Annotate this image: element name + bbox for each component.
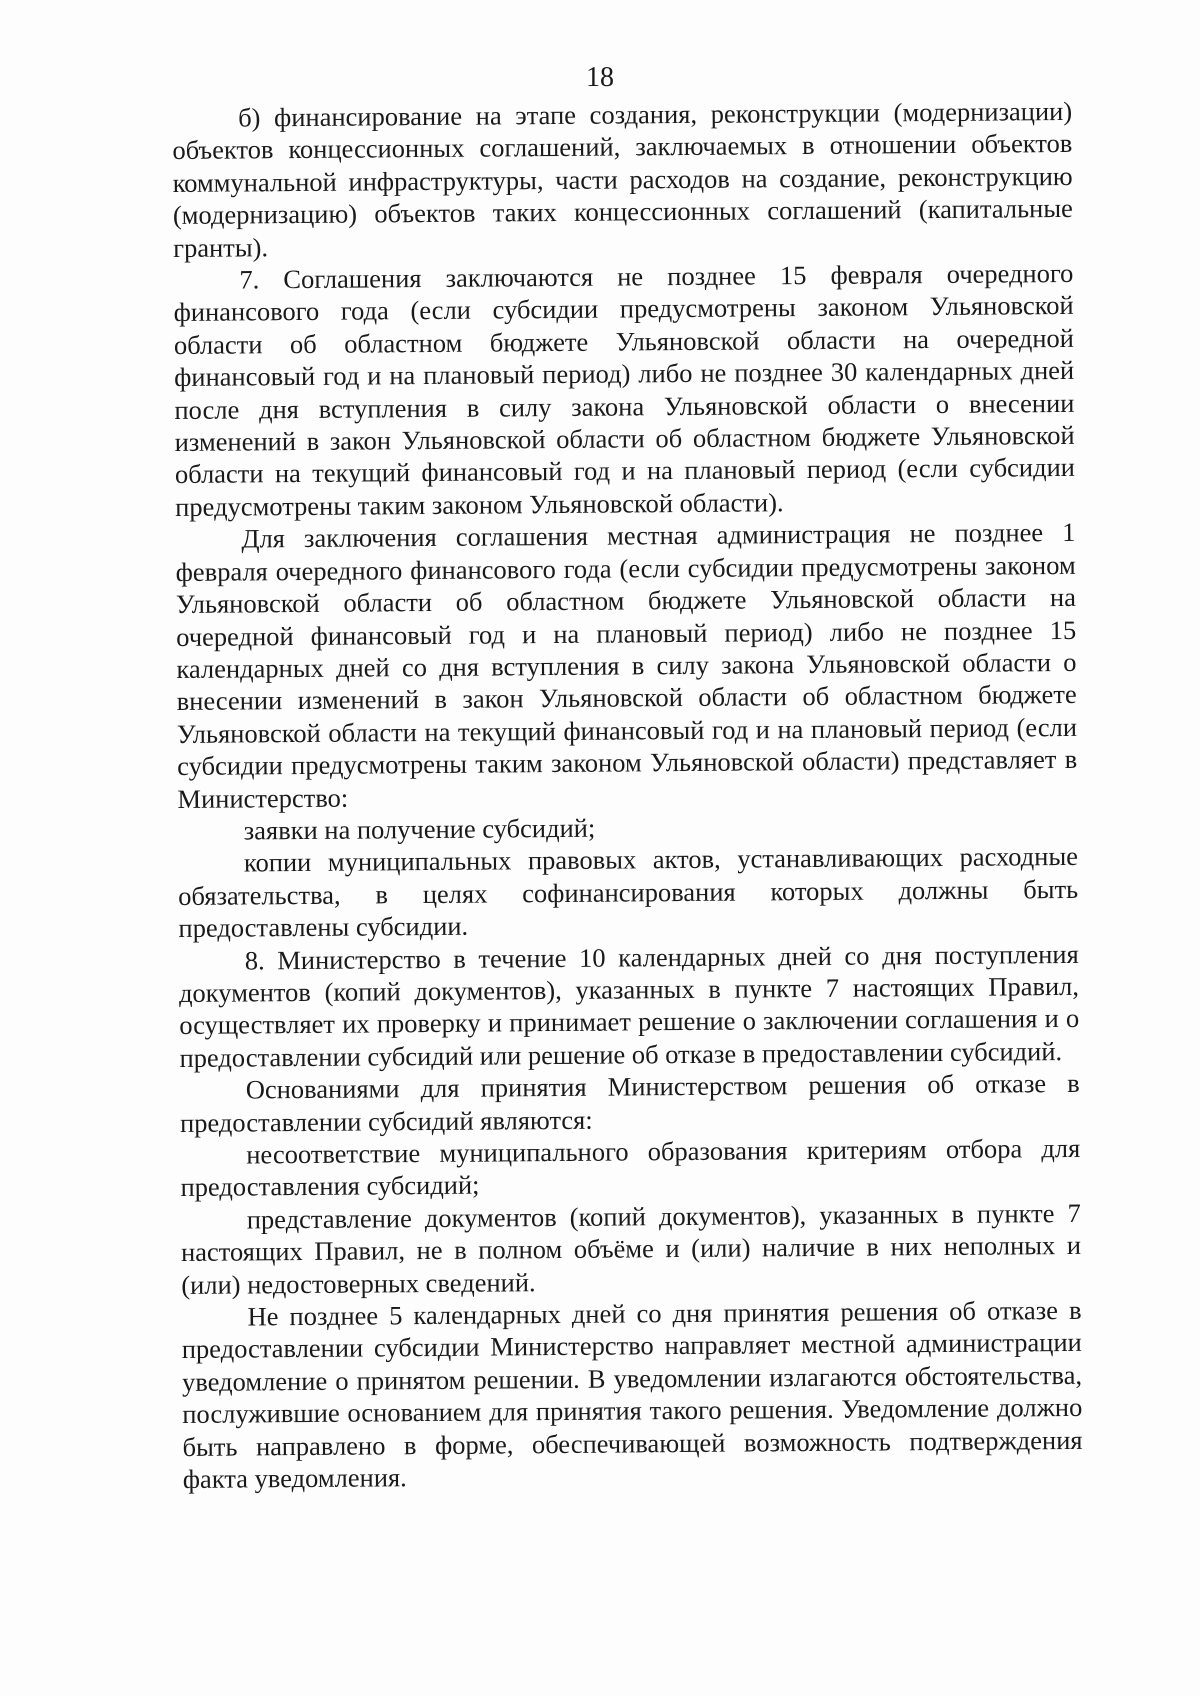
list-item-incomplete-documents: представление документов (копий документов), указанных в пункте 7 настоящих Правил, не в полном объёме и (или) наличие в них неполных и (или) недостоверных сведений.: [180, 1197, 1082, 1300]
paragraph-b-financing: б) финансирование на этапе создания, реконструкции (модернизации) объектов концессионных соглашений, заключаемых в отношении объектов коммунальной инфраструктуры, части расходов на создание, реконструкцию (модернизацию) объектов таких концессионных соглашений (капитальные гранты).: [172, 95, 1073, 263]
paragraph-refusal-grounds: Основаниями для принятия Министерством решения об отказе в предоставлении субсидий являются:: [179, 1068, 1080, 1138]
paragraph-refusal-notification: Не позднее 5 календарных дней со дня принятия решения об отказе в предоставлении субсидии Министерство направляет местной администрации уведомление о принятом решении. В уведомлении излагаются обстоятельства, послужившие основанием для принятия такого решения. Уведомление должно быть направлено в форме, обеспечивающей возможность подтверждения факта уведомления.: [181, 1294, 1083, 1495]
document-body: [172, 95, 1083, 1495]
list-item-applications: заявки на получение субсидий;: [243, 812, 596, 846]
paragraph-7-agreements: 7. Соглашения заключаются не позднее 15 февраля очередного финансового года (если субсидии предусмотрены законом Ульяновской области об областном бюджете Ульяновской области на очередной финансовый год и на плановый период) либо не позднее 30 календарных дней после дня вступления в силу закона Ульяновской области о внесении изменений в закон Ульяновской области об областном бюджете Ульяновской области на текущий финансовый год и на плановый период (если субсидии предусмотрены таким законом Ульяновской области).: [173, 257, 1076, 522]
list-item-nonconformity: несоответствие муниципального образования критериям отбора для предоставления субсидий;: [180, 1132, 1081, 1203]
page-number: 18: [586, 62, 614, 93]
paragraph-conclusion-of-agreement: Для заключения соглашения местная администрация не позднее 1 февраля очередного финансового года (если субсидии предусмотрены законом Ульяновской области об областном бюджете Ульяновской области на очередной финансовый год и на плановый период) либо не позднее 15 календарных дней со дня вступления в силу закона Ульяновской области о внесении изменений в закон Ульяновской области об областном бюджете Ульяновской области на текущий финансовый год и на плановый период (если субсидии предусмотрены таким законом Ульяновской области) представляет в Министерство:: [175, 517, 1078, 814]
paragraph-8-ministry-review: 8. Министерство в течение 10 календарных дней со дня поступления документов (копий документов), указанных в пункте 7 настоящих Правил, осуществляет их проверку и принимает решение о заключении соглашения и о предоставлении субсидий или решение об отказе в предоставлении субсидий.: [178, 938, 1080, 1073]
list-item-municipal-acts: копии муниципальных правовых актов, устанавливающих расходные обязательства, в целях софинансирования которых должны быть предоставлены субсидии.: [178, 841, 1079, 944]
